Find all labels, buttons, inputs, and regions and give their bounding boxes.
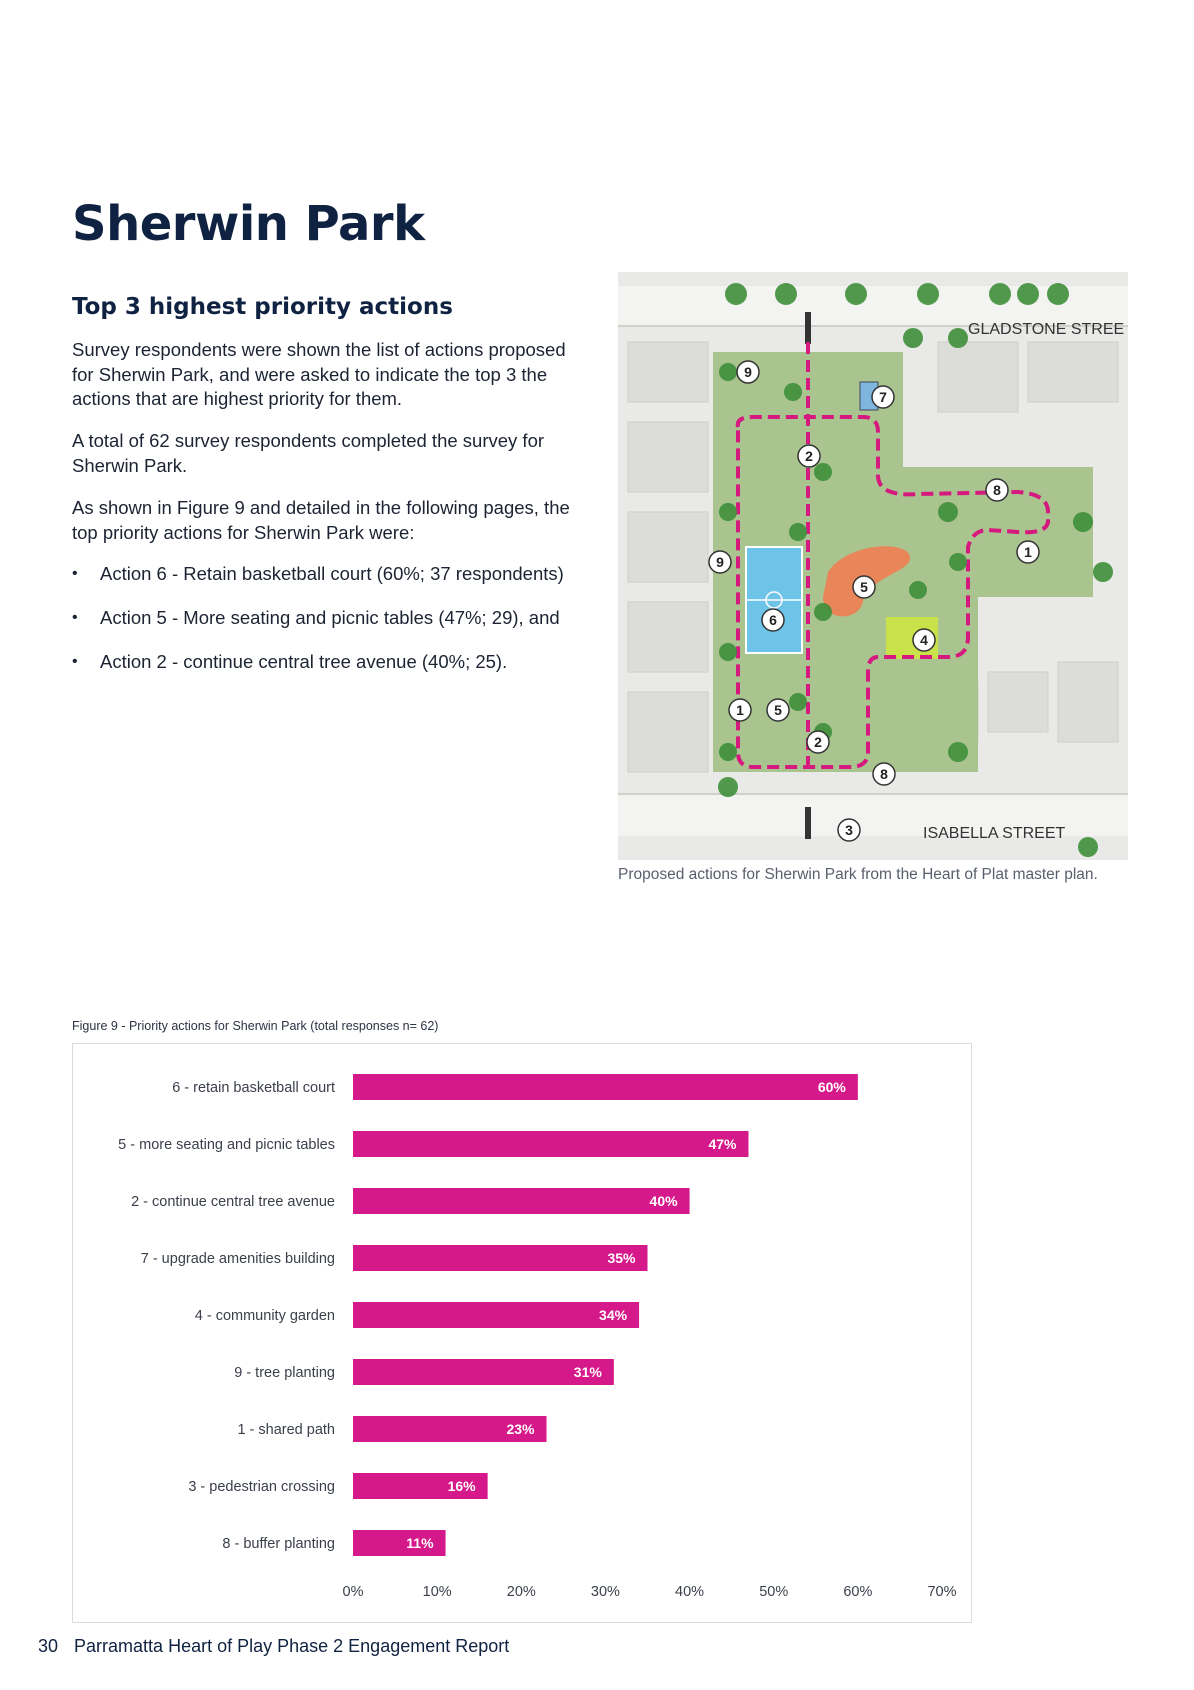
x-tick-label: 60% bbox=[843, 1584, 873, 1600]
priority-actions-chart bbox=[72, 1043, 972, 1623]
respondents-paragraph: A total of 62 survey respondents completed the survey for Sherwin Park. bbox=[72, 430, 545, 476]
category-label: 9 - tree planting bbox=[234, 1365, 335, 1381]
page-number: 30 bbox=[38, 1636, 59, 1656]
svg-text:3: 3 bbox=[845, 822, 853, 838]
category-label: 1 - shared path bbox=[237, 1422, 335, 1438]
data-label: 60% bbox=[817, 1079, 846, 1095]
priority-actions-list bbox=[72, 562, 592, 694]
map-caption: Proposed actions for Sherwin Park from the Heart of Plat master plan. bbox=[618, 866, 1098, 883]
street-label-south: ISABELLA STREET bbox=[923, 825, 1066, 842]
park-master-plan-map bbox=[618, 272, 1128, 860]
priority-action-item: • Action 6 - Retain basketball court (60%; 37 respondents) bbox=[72, 562, 592, 585]
category-label: 2 - continue central tree avenue bbox=[131, 1194, 335, 1210]
page-footer bbox=[38, 1636, 509, 1657]
bar bbox=[353, 1245, 648, 1271]
data-label: 34% bbox=[599, 1307, 628, 1323]
bar-chart bbox=[73, 1044, 971, 1622]
x-tick-label: 0% bbox=[342, 1584, 364, 1600]
bar bbox=[353, 1188, 690, 1214]
master-plan-illustration bbox=[618, 272, 1128, 860]
category-label: 6 - retain basketball court bbox=[172, 1080, 335, 1096]
svg-text:2: 2 bbox=[805, 448, 813, 464]
data-label: 47% bbox=[708, 1136, 737, 1152]
bar bbox=[353, 1302, 639, 1328]
priority-action-item: • Action 2 - continue central tree avenue (40%; 25). bbox=[72, 650, 592, 673]
data-label: 16% bbox=[447, 1478, 476, 1494]
svg-text:4: 4 bbox=[920, 632, 928, 648]
category-label: 3 - pedestrian crossing bbox=[188, 1479, 335, 1495]
svg-text:1: 1 bbox=[736, 702, 744, 718]
category-label: 4 - community garden bbox=[194, 1308, 335, 1324]
svg-text:6: 6 bbox=[769, 612, 777, 628]
section-heading: Top 3 highest priority actions bbox=[72, 294, 453, 320]
summary-paragraph: As shown in Figure 9 and detailed in the following pages, the top priority actions for Sherwin Park were: bbox=[72, 497, 570, 543]
svg-text:5: 5 bbox=[774, 702, 782, 718]
svg-text:7: 7 bbox=[879, 389, 887, 405]
data-label: 11% bbox=[406, 1535, 434, 1551]
bar bbox=[353, 1074, 858, 1100]
svg-text:8: 8 bbox=[993, 482, 1001, 498]
x-tick-label: 50% bbox=[759, 1584, 789, 1600]
svg-text:5: 5 bbox=[860, 579, 868, 595]
data-label: 35% bbox=[607, 1250, 636, 1266]
svg-text:8: 8 bbox=[880, 766, 888, 782]
svg-text:9: 9 bbox=[716, 554, 724, 570]
x-tick-label: 40% bbox=[675, 1584, 705, 1600]
data-label: 31% bbox=[573, 1364, 602, 1380]
x-tick-label: 20% bbox=[506, 1584, 536, 1600]
category-label: 8 - buffer planting bbox=[222, 1536, 335, 1552]
report-title: Parramatta Heart of Play Phase 2 Engagement Report bbox=[74, 1636, 510, 1656]
x-tick-label: 10% bbox=[422, 1584, 452, 1600]
figure-label: Figure 9 - Priority actions for Sherwin Park (total responses n= 62) bbox=[72, 1019, 439, 1033]
bar bbox=[353, 1131, 748, 1157]
category-label: 5 - more seating and picnic tables bbox=[118, 1137, 335, 1153]
data-label: 23% bbox=[506, 1421, 535, 1437]
x-tick-label: 30% bbox=[590, 1584, 620, 1600]
svg-text:1: 1 bbox=[1024, 544, 1032, 560]
intro-paragraph: Survey respondents were shown the list of actions proposed for Sherwin Park, and were asked to indicate the top 3 the actions that are highest priority for them. bbox=[72, 339, 566, 409]
category-label: 7 - upgrade amenities building bbox=[140, 1251, 335, 1267]
priority-action-item: • Action 5 - More seating and picnic tables (47%; 29), and bbox=[72, 606, 592, 629]
svg-text:9: 9 bbox=[744, 364, 752, 380]
x-tick-label: 70% bbox=[927, 1584, 957, 1600]
street-label-north: GLADSTONE STREE bbox=[968, 321, 1125, 338]
svg-text:2: 2 bbox=[814, 734, 822, 750]
page-title: Sherwin Park bbox=[72, 196, 425, 252]
data-label: 40% bbox=[649, 1193, 678, 1209]
